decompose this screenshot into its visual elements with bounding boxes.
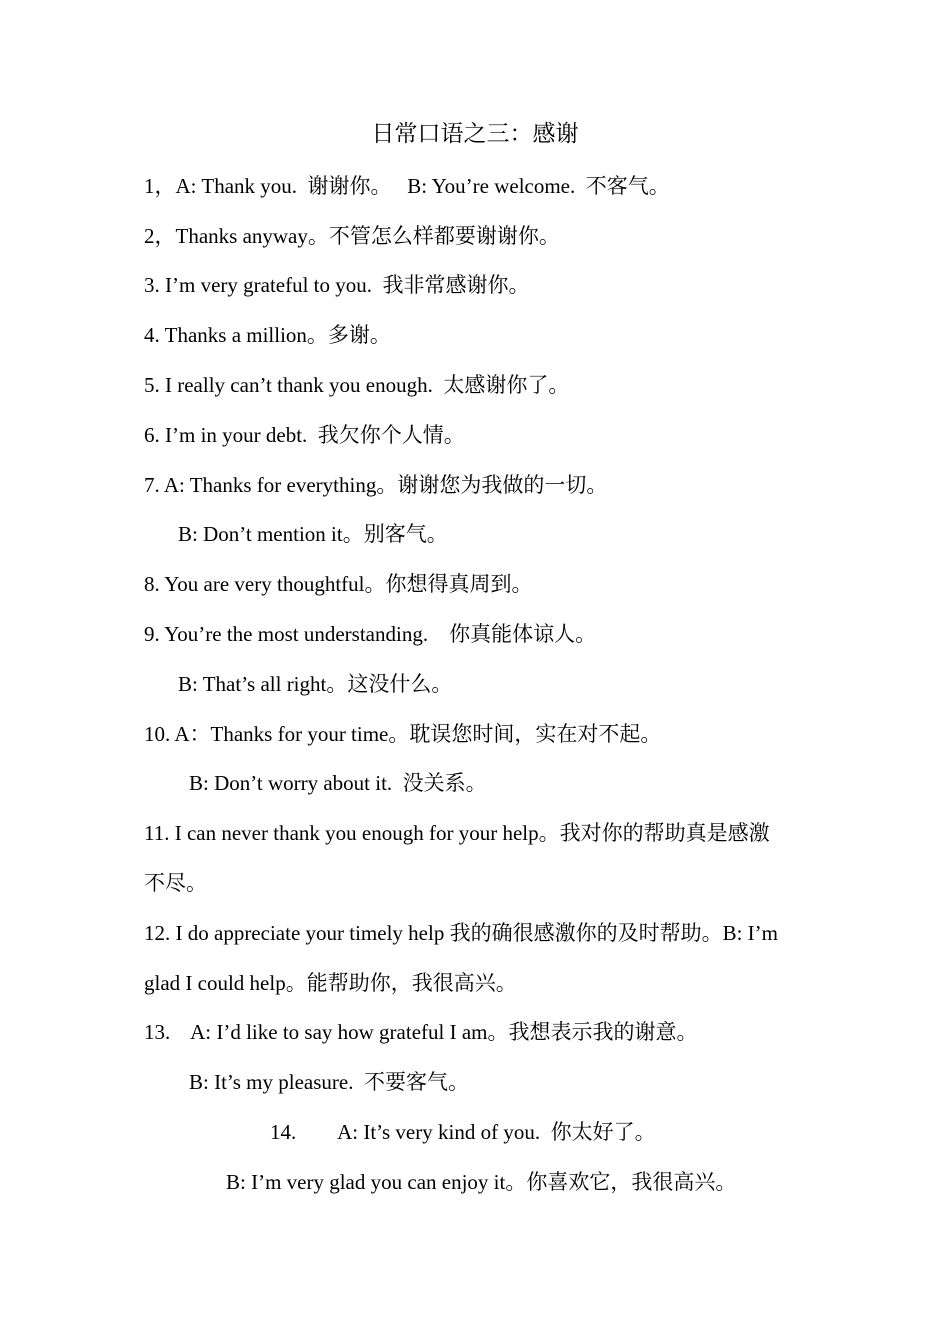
text-line-6: 6. I’m in your debt. 我欠你个人情。	[144, 423, 465, 447]
text-line-16: 12. I do appreciate your timely help 我的确很感激你的及时帮助。B: I’m	[144, 921, 778, 945]
text-line-19: B: It’s my pleasure. 不要客气。	[189, 1070, 469, 1094]
text-line-17: glad I could help。能帮助你，我很高兴。	[144, 971, 517, 995]
text-line-3: 3. I’m very grateful to you. 我非常感谢你。	[144, 273, 530, 297]
text-line-4: 4. Thanks a million。多谢。	[144, 323, 391, 347]
text-line-5: 5. I really can’t thank you enough. 太感谢你了。	[144, 373, 570, 397]
text-line-9: 8. You are very thoughtful。你想得真周到。	[144, 572, 533, 596]
text-line-8: B: Don’t mention it。别客气。	[178, 522, 448, 546]
text-line-12: 10. A：Thanks for your time。耽误您时间，实在对不起。	[144, 722, 662, 746]
text-line-2: 2，Thanks anyway。不管怎么样都要谢谢你。	[144, 224, 560, 248]
text-line-18: 13. A: I’d like to say how grateful I am。我想表示我的谢意。	[144, 1020, 698, 1044]
text-line-14: 11. I can never thank you enough for your help。我对你的帮助真是感激	[144, 821, 770, 845]
text-line-21: B: I’m very glad you can enjoy it。你喜欢它，我很高兴。	[226, 1170, 737, 1194]
page-title: 日常口语之三：感谢	[371, 121, 579, 146]
text-line-20: 14. A: It’s very kind of you. 你太好了。	[270, 1120, 656, 1144]
text-line-1: 1，A: Thank you. 谢谢你。 B: You’re welcome. 不客气。	[144, 174, 670, 198]
text-line-11: B: That’s all right。这没什么。	[178, 672, 453, 696]
text-line-7: 7. A: Thanks for everything。谢谢您为我做的一切。	[144, 473, 608, 497]
text-line-10: 9. You’re the most understanding. 你真能体谅人。	[144, 622, 597, 646]
text-line-13: B: Don’t worry about it. 没关系。	[189, 771, 487, 795]
text-line-15: 不尽。	[144, 871, 207, 895]
